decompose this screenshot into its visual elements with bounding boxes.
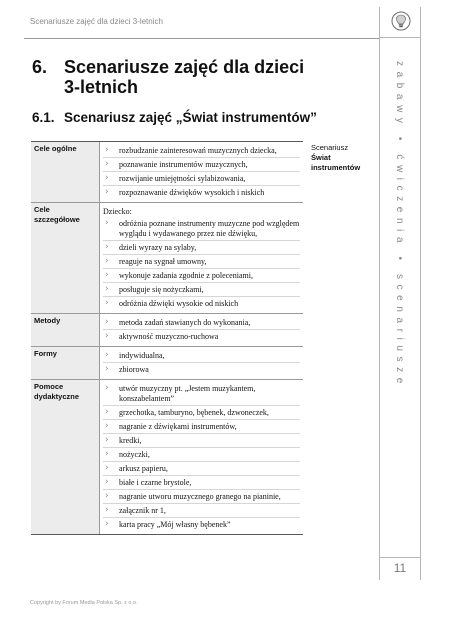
- table-row: [31, 380, 303, 535]
- table-row: [31, 314, 303, 347]
- copyright-note: Copyright by Forum Media Polska Sp. z o.o.: [30, 600, 138, 606]
- list-item: [103, 158, 300, 172]
- margin-note: [311, 143, 381, 173]
- margin-note-line1: Scenariusz: [311, 143, 349, 152]
- list-item-text: nagranie z dźwiękami instrumentów,: [119, 421, 237, 431]
- chevron-right-icon: ›: [105, 256, 109, 266]
- row-intro: Dziecko:: [103, 207, 132, 216]
- lesson-plan-table-body: [31, 142, 303, 535]
- chevron-right-icon: ›: [105, 270, 109, 280]
- chevron-right-icon: ›: [105, 435, 109, 445]
- section-number: 6.1.: [32, 110, 55, 125]
- header-rule: [24, 38, 379, 39]
- list-item: [103, 316, 300, 330]
- list-item-text: rozpoznawanie dźwięków wysokich i niskich: [119, 187, 265, 197]
- side-panel: [379, 7, 421, 580]
- list-item: [103, 476, 300, 490]
- section-heading: [32, 110, 317, 125]
- chevron-right-icon: ›: [105, 407, 109, 417]
- list-item: [103, 420, 300, 434]
- list-item-text: aktywność muzyczno-ruchowa: [119, 331, 219, 341]
- list-item-text: arkusz papieru,: [119, 463, 168, 473]
- chevron-right-icon: ›: [105, 218, 109, 228]
- list-item-text: rozbudzanie zainteresowań muzycznych dziecka,: [119, 145, 277, 155]
- list-item: [103, 144, 300, 158]
- list-item-text: metoda zadań stawianych do wykonania,: [119, 317, 251, 327]
- row-label: Formy: [31, 347, 100, 380]
- running-head: Scenariusze zajęć dla dzieci 3-letnich: [30, 17, 163, 26]
- list-item: [103, 504, 300, 518]
- page-number: 11: [393, 561, 407, 575]
- row-content: [100, 380, 304, 535]
- row-label: Cele ogólne: [31, 142, 100, 203]
- chevron-right-icon: ›: [105, 519, 109, 529]
- row-label: Metody: [31, 314, 100, 347]
- chapter-title-line2: 3-letnich: [64, 77, 139, 97]
- list-item: [103, 448, 300, 462]
- list-item-text: grzechotka, tamburyno, bębenek, dzwoneczek,: [119, 407, 269, 417]
- list-item: [103, 255, 300, 269]
- item-list: [103, 144, 300, 199]
- chapter-title-line1: Scenariusze zajęć dla dzieci: [64, 57, 305, 77]
- list-item-text: wykonuje zadania zgodnie z poleceniami,: [119, 270, 253, 280]
- list-item: [103, 406, 300, 420]
- chevron-right-icon: ›: [105, 364, 109, 374]
- row-label: Cele szczegółowe: [31, 203, 100, 314]
- chevron-right-icon: ›: [105, 383, 109, 393]
- chevron-right-icon: ›: [105, 421, 109, 431]
- list-item: [103, 186, 300, 199]
- chevron-right-icon: ›: [105, 284, 109, 294]
- list-item-text: rozwijanie umiejętności sylabizowania,: [119, 173, 246, 183]
- chevron-right-icon: ›: [105, 350, 109, 360]
- table-row: [31, 142, 303, 203]
- chevron-right-icon: ›: [105, 187, 109, 197]
- row-content: [100, 203, 304, 314]
- chevron-right-icon: ›: [105, 159, 109, 169]
- list-item-text: poznawanie instrumentów muzycznych,: [119, 159, 248, 169]
- row-content: [100, 142, 304, 203]
- list-item-text: zbiorowa: [119, 364, 149, 374]
- list-item: [103, 217, 300, 241]
- list-item: [103, 297, 300, 310]
- list-item: [103, 434, 300, 448]
- list-item: [103, 382, 300, 406]
- chevron-right-icon: ›: [105, 505, 109, 515]
- list-item: [103, 363, 300, 376]
- list-item: [103, 241, 300, 255]
- chevron-right-icon: ›: [105, 173, 109, 183]
- side-vertical-text: [380, 59, 420, 539]
- chevron-right-icon: ›: [105, 477, 109, 487]
- row-label: Pomoce dydaktyczne: [31, 380, 100, 535]
- list-item: [103, 490, 300, 504]
- list-item: [103, 269, 300, 283]
- side-panel-divider: [380, 37, 420, 38]
- list-item: [103, 462, 300, 476]
- list-item: [103, 283, 300, 297]
- book-lightbulb-logo-icon: [391, 11, 411, 31]
- list-item-text: karta pracy „Mój własny bębenek”: [119, 519, 231, 529]
- item-list: [103, 217, 300, 310]
- list-item-text: posługuje się nożyczkami,: [119, 284, 204, 294]
- list-item-text: odróżnia dźwięki wysokie od niskich: [119, 298, 239, 308]
- list-item-text: kredki,: [119, 435, 142, 445]
- list-item-text: indywidualna,: [119, 350, 165, 360]
- chapter-number: 6.: [32, 57, 48, 77]
- lesson-plan-table: [31, 141, 303, 535]
- list-item-text: białe i czarne brystole,: [119, 477, 192, 487]
- row-content: [100, 347, 304, 380]
- table-row: [31, 203, 303, 314]
- list-item: [103, 172, 300, 186]
- chevron-right-icon: ›: [105, 298, 109, 308]
- list-item-text: dzieli wyrazy na sylaby,: [119, 242, 197, 252]
- chapter-heading: [32, 57, 304, 97]
- list-item: [103, 330, 300, 343]
- list-item: [103, 349, 300, 363]
- item-list: [103, 349, 300, 376]
- table-row: [31, 347, 303, 380]
- chevron-right-icon: ›: [105, 491, 109, 501]
- list-item-text: nożyczki,: [119, 449, 150, 459]
- chevron-right-icon: ›: [105, 145, 109, 155]
- list-item-text: załącznik nr 1,: [119, 505, 166, 515]
- chevron-right-icon: ›: [105, 449, 109, 459]
- chevron-right-icon: ›: [105, 317, 109, 327]
- chevron-right-icon: ›: [105, 331, 109, 341]
- list-item-text: reaguje na sygnał umowny,: [119, 256, 207, 266]
- item-list: [103, 382, 300, 531]
- chevron-right-icon: ›: [105, 463, 109, 473]
- list-item-text: odróżnia poznane instrumenty muzyczne pod względem wyglądu i wydawanego przez nie dźwięku,: [119, 218, 300, 238]
- section-title: Scenariusz zajęć „Świat instrumentów”: [64, 110, 317, 125]
- list-item-text: utwór muzyczny pt. „Jestem muzykantem, konszabelantem”: [119, 383, 256, 403]
- item-list: [103, 316, 300, 343]
- row-content: [100, 314, 304, 347]
- side-vertical-label: zabawy • ćwiczenia • scenariusze: [394, 61, 405, 389]
- margin-note-line2: Świat: [311, 153, 331, 162]
- margin-note-line3: instrumentów: [311, 163, 361, 172]
- chevron-right-icon: ›: [105, 242, 109, 252]
- list-item: [103, 518, 300, 531]
- list-item-text: nagranie utworu muzycznego granego na pianinie,: [119, 491, 281, 501]
